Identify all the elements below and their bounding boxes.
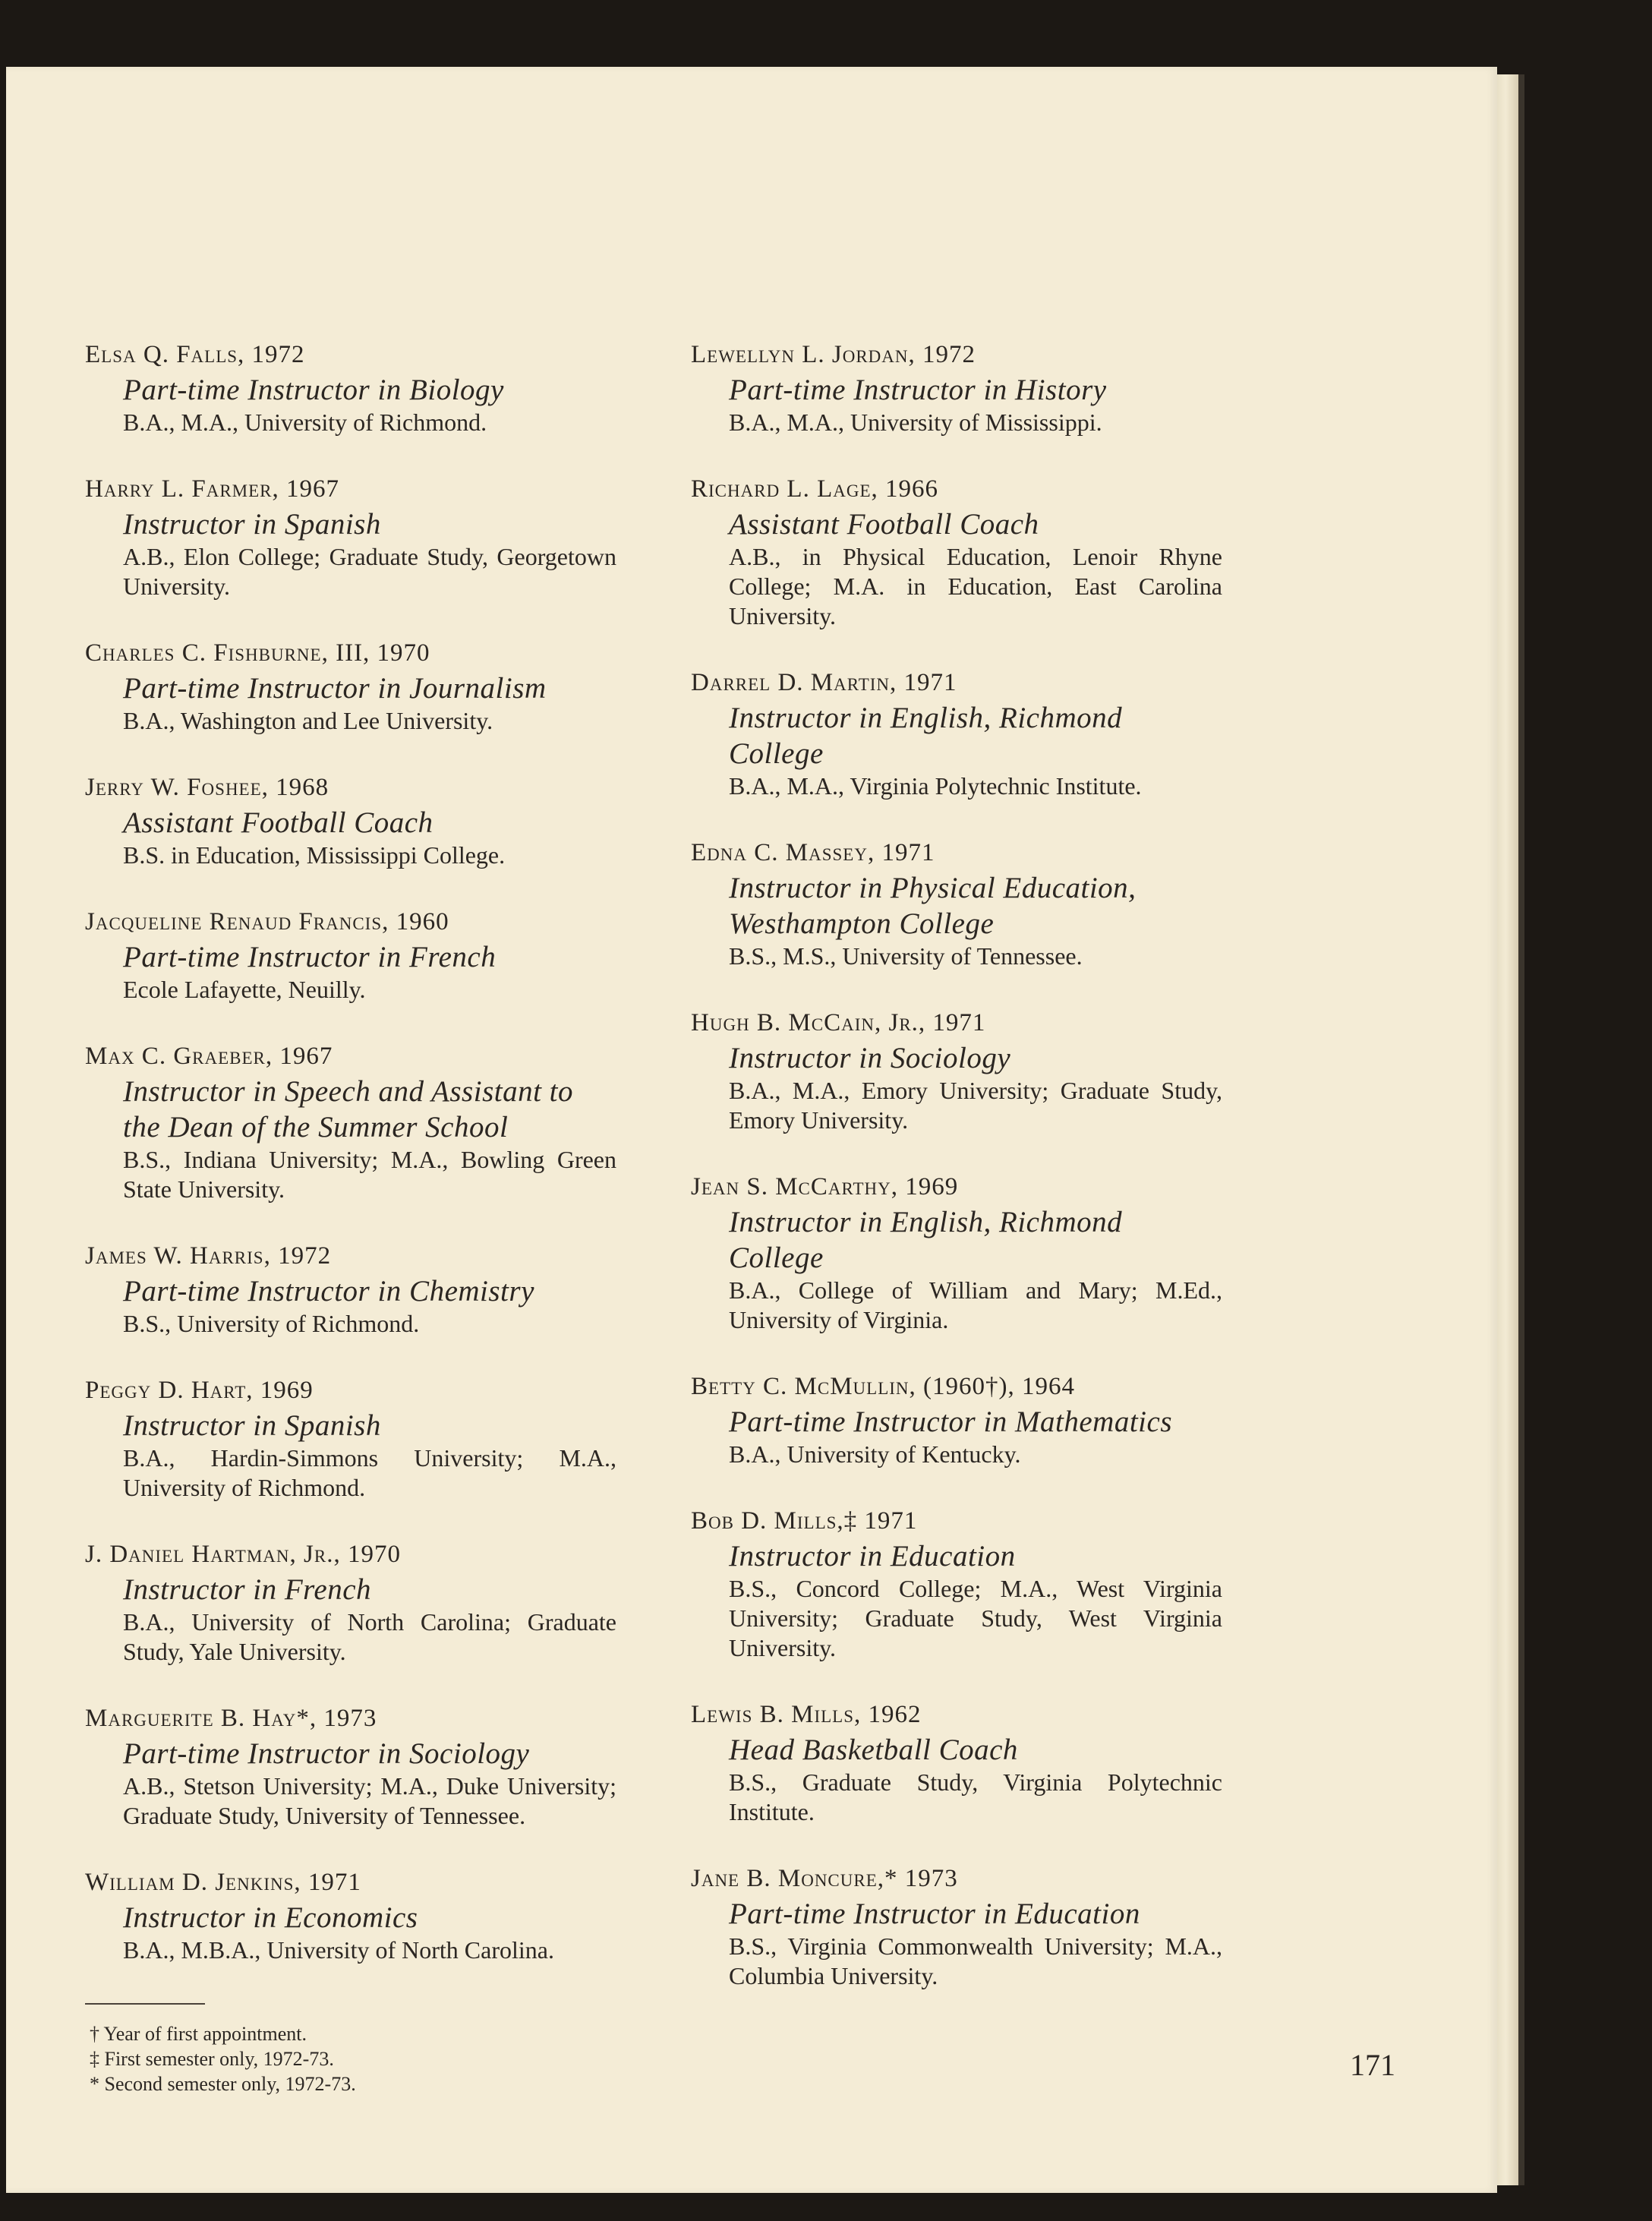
faculty-name: Darrel D. Martin, 1971 bbox=[691, 669, 957, 696]
faculty-credentials: B.A., M.A., University of Mississippi. bbox=[729, 409, 1102, 436]
faculty-name: J. Daniel Hartman, Jr., 1970 bbox=[85, 1541, 401, 1568]
faculty-title: Part-time Instructor in Chemistry bbox=[123, 1275, 534, 1308]
footnote-divider bbox=[85, 2003, 205, 2005]
faculty-title: Instructor in English, Richmond College bbox=[729, 702, 1123, 770]
faculty-name: Marguerite B. Hay*, 1973 bbox=[85, 1705, 377, 1732]
faculty-credentials: B.S., Indiana University; M.A., Bowling Green State University. bbox=[123, 1146, 616, 1203]
faculty-name: Edna C. Massey, 1971 bbox=[691, 839, 935, 866]
faculty-name: Lewellyn L. Jordan, 1972 bbox=[691, 341, 976, 368]
faculty-entry bbox=[691, 1005, 1222, 1135]
faculty-title: Part-time Instructor in French bbox=[123, 941, 497, 973]
faculty-name: William D. Jenkins, 1971 bbox=[85, 1869, 361, 1896]
faculty-title: Head Basketball Coach bbox=[729, 1734, 1018, 1766]
faculty-entry bbox=[85, 770, 616, 870]
faculty-title: Part-time Instructor in Biology bbox=[123, 374, 504, 406]
faculty-title: Instructor in Economics bbox=[123, 1901, 418, 1934]
footnote: † Year of first appointment. bbox=[90, 2023, 307, 2045]
faculty-name: Peggy D. Hart, 1969 bbox=[85, 1377, 314, 1404]
faculty-name: Elsa Q. Falls, 1972 bbox=[85, 341, 305, 368]
faculty-credentials: B.A., Washington and Lee University. bbox=[123, 707, 493, 734]
faculty-title: Instructor in Spanish bbox=[123, 508, 381, 541]
faculty-credentials: A.B., Stetson University; M.A., Duke University; Graduate Study, University of Tennessee. bbox=[123, 1772, 616, 1829]
faculty-credentials: B.A., College of William and Mary; M.Ed., University of Virginia. bbox=[729, 1276, 1222, 1333]
footnote: * Second semester only, 1972-73. bbox=[90, 2073, 356, 2095]
faculty-entry bbox=[85, 337, 616, 437]
faculty-title: Assistant Football Coach bbox=[729, 508, 1039, 541]
faculty-entry bbox=[85, 1039, 616, 1204]
faculty-title: Assistant Football Coach bbox=[123, 806, 433, 839]
page-edge bbox=[1497, 74, 1518, 2185]
faculty-title: Instructor in Speech and Assistant to the Dean of the Summer School bbox=[123, 1075, 574, 1144]
faculty-title: Part-time Instructor in History bbox=[729, 374, 1107, 406]
faculty-credentials: A.B., in Physical Education, Lenoir Rhyne College; M.A. in Education, East Carolina University. bbox=[729, 543, 1222, 629]
faculty-credentials: B.S., M.S., University of Tennessee. bbox=[729, 942, 1083, 970]
faculty-entry bbox=[85, 1701, 616, 1831]
faculty-entry bbox=[691, 1169, 1222, 1335]
faculty-name: Richard L. Lage, 1966 bbox=[691, 475, 939, 503]
faculty-name: Lewis B. Mills, 1962 bbox=[691, 1701, 922, 1728]
footnote: ‡ First semester only, 1972-73. bbox=[90, 2048, 334, 2070]
faculty-credentials: B.S. in Education, Mississippi College. bbox=[123, 841, 506, 869]
page-number: 171 bbox=[1350, 2048, 1395, 2082]
faculty-title: Instructor in Physical Education, Westhampton College bbox=[729, 872, 1137, 940]
faculty-title: Instructor in French bbox=[123, 1573, 372, 1606]
faculty-name: Bob D. Mills,‡ 1971 bbox=[691, 1507, 918, 1535]
right-column bbox=[691, 337, 1222, 2025]
left-column bbox=[85, 337, 616, 2096]
faculty-name: Betty C. McMullin, (1960†), 1964 bbox=[691, 1373, 1076, 1400]
faculty-entry bbox=[691, 337, 1222, 437]
faculty-entry bbox=[85, 1238, 616, 1339]
faculty-entry bbox=[691, 665, 1222, 801]
faculty-entry bbox=[691, 1697, 1222, 1827]
faculty-title: Instructor in Education bbox=[729, 1540, 1016, 1573]
faculty-title: Part-time Instructor in Journalism bbox=[123, 672, 547, 705]
faculty-credentials: B.S., University of Richmond. bbox=[123, 1310, 420, 1337]
faculty-credentials: B.A., M.A., University of Richmond. bbox=[123, 409, 487, 436]
faculty-name: James W. Harris, 1972 bbox=[85, 1242, 332, 1270]
faculty-credentials: B.A., University of North Carolina; Graduate Study, Yale University. bbox=[123, 1608, 616, 1665]
faculty-title: Instructor in English, Richmond College bbox=[729, 1206, 1123, 1274]
faculty-credentials: B.A., University of Kentucky. bbox=[729, 1440, 1021, 1468]
faculty-entry bbox=[85, 1537, 616, 1667]
faculty-credentials: B.A., Hardin-Simmons University; M.A., University of Richmond. bbox=[123, 1444, 616, 1501]
faculty-entry bbox=[85, 636, 616, 736]
faculty-entry bbox=[85, 1865, 616, 1965]
binding-shadow bbox=[1518, 74, 1524, 2185]
faculty-credentials: B.S., Graduate Study, Virginia Polytechnic Institute. bbox=[729, 1768, 1222, 1825]
faculty-name: Max C. Graeber, 1967 bbox=[85, 1043, 333, 1070]
faculty-name: Hugh B. McCain, Jr., 1971 bbox=[691, 1009, 986, 1036]
faculty-credentials: B.A., M.A., Virginia Polytechnic Institute. bbox=[729, 772, 1142, 800]
faculty-title: Instructor in Spanish bbox=[123, 1409, 381, 1442]
faculty-credentials: Ecole Lafayette, Neuilly. bbox=[123, 976, 366, 1003]
faculty-credentials: B.S., Concord College; M.A., West Virginia University; Graduate Study, West Virginia University. bbox=[729, 1575, 1222, 1661]
faculty-entry bbox=[691, 472, 1222, 631]
faculty-title: Part-time Instructor in Sociology bbox=[123, 1737, 530, 1770]
faculty-entry bbox=[691, 1369, 1222, 1469]
faculty-entry bbox=[85, 1373, 616, 1503]
faculty-name: Jerry W. Foshee, 1968 bbox=[85, 774, 329, 801]
faculty-credentials: B.S., Virginia Commonwealth University; M.A., Columbia University. bbox=[729, 1932, 1222, 1989]
faculty-entry bbox=[691, 1861, 1222, 1991]
faculty-name: Charles C. Fishburne, III, 1970 bbox=[85, 639, 430, 667]
faculty-entry bbox=[691, 1503, 1222, 1663]
faculty-credentials: B.A., M.B.A., University of North Carolina. bbox=[123, 1936, 554, 1964]
faculty-title: Part-time Instructor in Mathematics bbox=[729, 1405, 1173, 1438]
faculty-entry bbox=[85, 472, 616, 601]
faculty-entry bbox=[691, 835, 1222, 971]
faculty-entry bbox=[85, 904, 616, 1005]
faculty-credentials: A.B., Elon College; Graduate Study, Georgetown University. bbox=[123, 543, 616, 600]
faculty-credentials: B.A., M.A., Emory University; Graduate Study, Emory University. bbox=[729, 1077, 1222, 1134]
faculty-name: Jacqueline Renaud Francis, 1960 bbox=[85, 908, 449, 935]
faculty-name: Jane B. Moncure,* 1973 bbox=[691, 1865, 958, 1892]
faculty-name: Harry L. Farmer, 1967 bbox=[85, 475, 340, 503]
faculty-title: Part-time Instructor in Education bbox=[729, 1898, 1140, 1930]
faculty-name: Jean S. McCarthy, 1969 bbox=[691, 1173, 959, 1200]
faculty-title: Instructor in Sociology bbox=[729, 1042, 1011, 1074]
